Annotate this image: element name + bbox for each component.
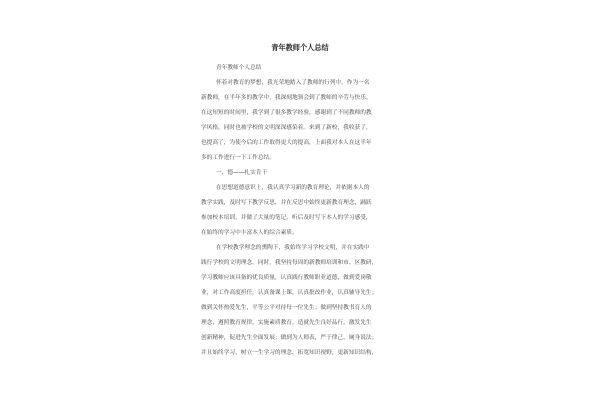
- paragraph-line: 践行学校的文明理念。同时，我坚持每周的新教师培训和市、区教研，: [201, 260, 378, 266]
- paragraph-line: 教学实践，及时写下教学反思，并在反思中始终更新教育理念，踊跃: [201, 200, 372, 206]
- paragraph-line: 创新精神，促进先生全面发展；做到为人师表，严于律己，厕身说法；: [201, 335, 378, 341]
- paragraph-line: 学风格，同时也被学校的文明深深感染着。来到了新校，我收获了，: [201, 125, 372, 131]
- paragraph-line: 多的工作进行一下工作总结。: [201, 155, 275, 161]
- paragraph-line: 并且始终学习，树立一生学习的理念，拓宽知识视野，更新知识结构，: [201, 350, 378, 356]
- paragraph-line: 在这短短的时间里，我学到了很多教学经验，感谢到了不同教师的教: [201, 110, 372, 116]
- paragraph-line: 也提高了，为使今后的工作取得更大的提高，上面我对本人在这半年: [201, 140, 372, 146]
- paragraph-line: 做到关怀热爱先生，平等公平对待每一位先生；做到坚持教书育人的: [201, 305, 372, 311]
- document-title: 青年教师个人总结: [271, 43, 329, 52]
- paragraph-line: 在始终的学习中丰富本人的综合素质。: [201, 230, 298, 236]
- paragraph-line: 理念，遵照教育规律，实施素质教育，造就先生良好品行，激发先生: [201, 320, 372, 326]
- paragraph-line: 新教师，在半年多的教学中，我深刻地领会到了教师的辛劳与快乐。: [201, 95, 372, 101]
- paragraph-line: 参加校本培训，并做了大量的笔记，听后及时写下本人的学习感受，: [201, 215, 372, 221]
- paragraph-line: 在思想道德意识上，我认真学习新的教育理论，并依据本人的: [216, 185, 370, 191]
- section-heading: 一、德——扎实肯干: [216, 170, 268, 176]
- subtitle-line: 青年教师个人总结: [216, 65, 262, 71]
- paragraph-line: 怀着对教育的梦想，我光荣地踏入了教师的行列中。作为一名: [216, 80, 370, 86]
- paragraph-line: 学习教师应该具备的优良质量，认真践行教师职业道德，做到爱岗敬: [201, 275, 372, 281]
- paragraph-line: 业，对工作高度担任，认真备课上课，认真批改作业，认真辅导先生；: [201, 290, 378, 296]
- paragraph-line: 在学校教学理念的熏陶下，我始终学习学校文明，并在实践中: [216, 245, 370, 251]
